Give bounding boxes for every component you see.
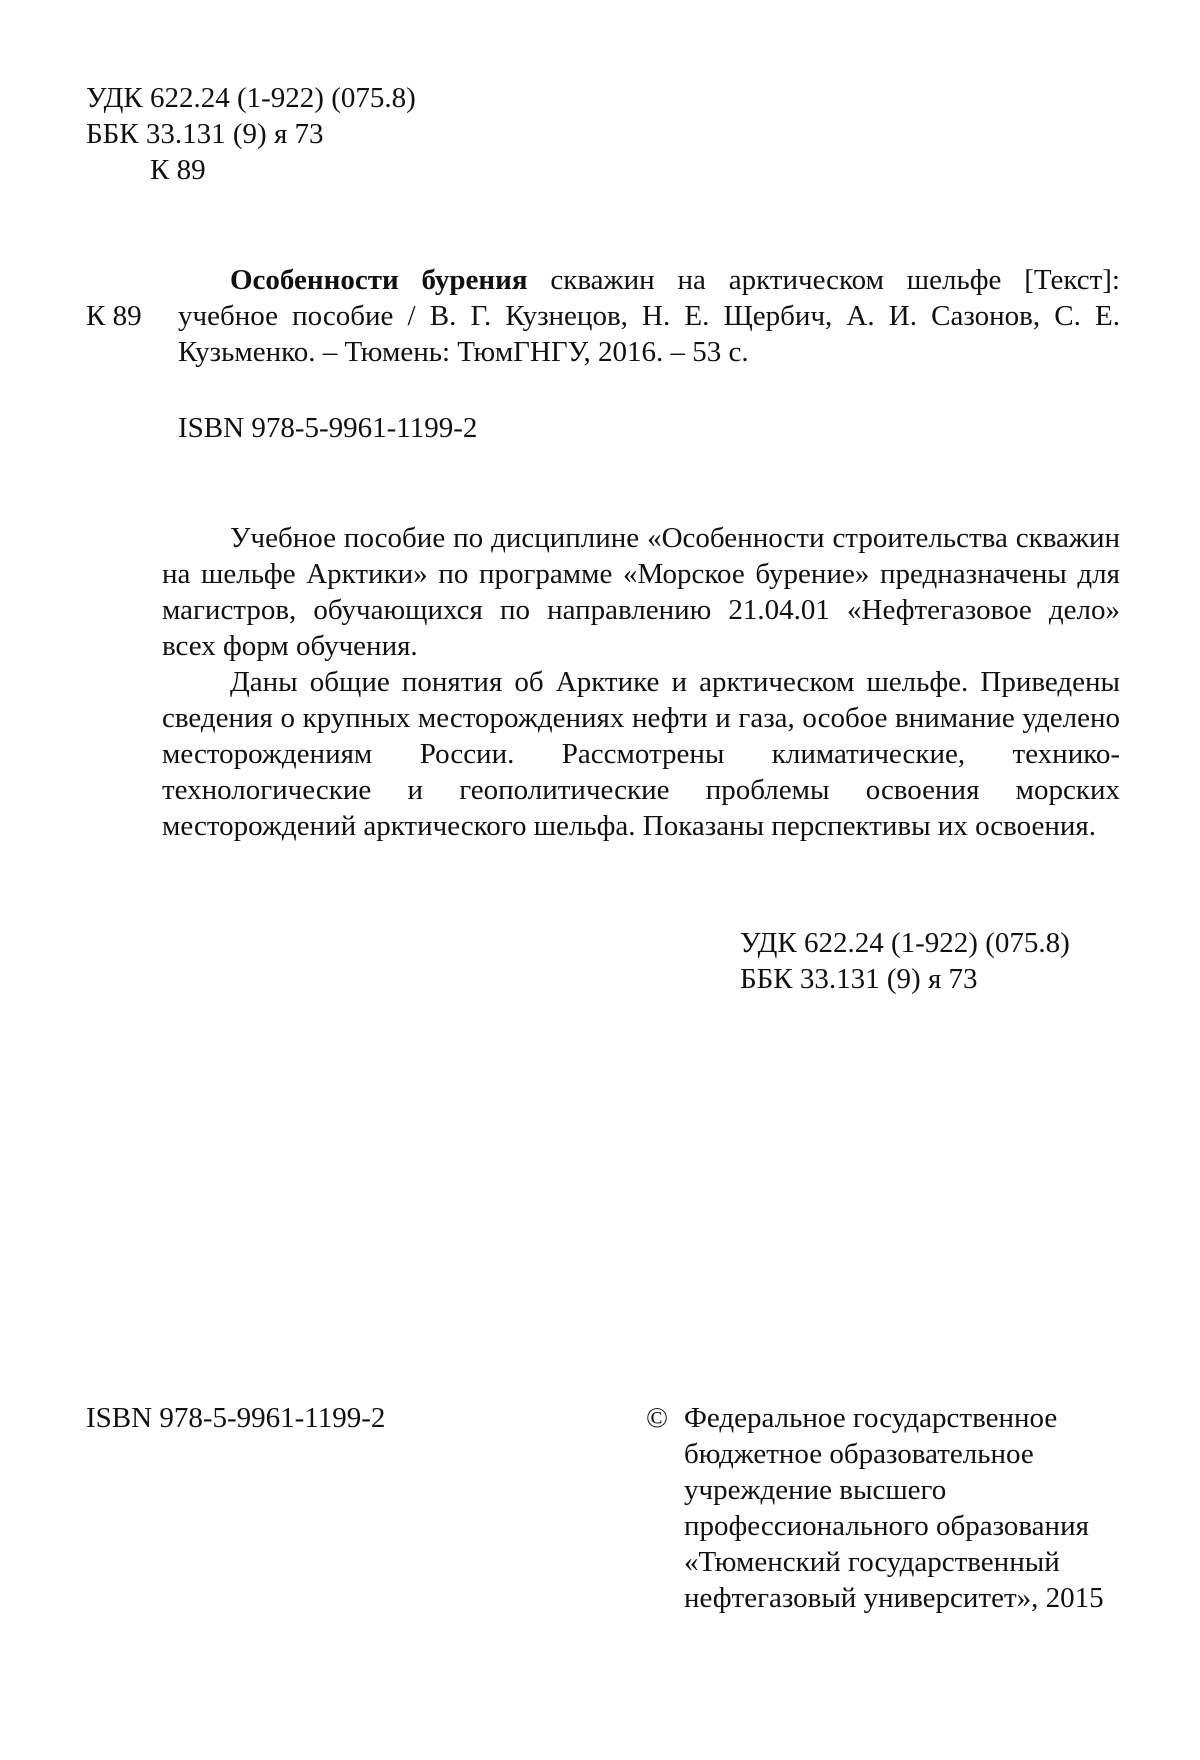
footer-udk-code: УДК 622.24 (1-922) (075.8) bbox=[740, 927, 1070, 959]
isbn-bottom: ISBN 978-5-9961-1199-2 bbox=[86, 1402, 386, 1434]
copyright-line: «Тюменский государственный bbox=[684, 1546, 1060, 1578]
copyright-icon: © bbox=[646, 1402, 669, 1434]
copyright-block bbox=[646, 1400, 1126, 1616]
copyright-line: нефтегазовый университет», 2015 bbox=[684, 1582, 1104, 1614]
abstract-paragraph-2: Даны общие понятия об Арктике и арктическом шельфе. Приведены сведения о крупных месторождениях нефти и газа, особое внимание уделено месторождениям России. Рассмотрены климатические, технико-технологические и геополитические проблемы освоения морских месторождений арктического шельфа. Показаны перспективы их освоения. bbox=[162, 666, 1120, 842]
record-author-mark: К 89 bbox=[86, 300, 142, 332]
copyright-line: профессионального образования bbox=[684, 1510, 1089, 1542]
copyright-line: Федеральное государственное bbox=[684, 1402, 1058, 1434]
isbn-main: ISBN 978-5-9961-1199-2 bbox=[178, 412, 478, 444]
udk-code: УДК 622.24 (1-922) (075.8) bbox=[86, 82, 416, 114]
author-mark: К 89 bbox=[150, 154, 206, 186]
bbk-code: ББК 33.131 (9) я 73 bbox=[86, 118, 324, 150]
copyright-line: бюджетное образовательное bbox=[684, 1438, 1034, 1470]
footer-bbk-code: ББК 33.131 (9) я 73 bbox=[740, 963, 978, 995]
footer-classification-codes bbox=[740, 925, 1070, 997]
copyright-holder bbox=[684, 1400, 1126, 1616]
record-title-rest: скважин на арктическом шельфе [Текст]: учебное пособие / В. Г. Кузнецов, Н. Е. Щербич, А. И. Сазонов, С. Е. Кузьменко. – Тюмень: ТюмГНГУ, 2016. – 53 с. bbox=[178, 264, 1120, 368]
record-text bbox=[178, 262, 1120, 370]
abstract-paragraph-1: Учебное пособие по дисциплине «Особенности строительства скважин на шельфе Арктики» по программе «Морское бурение» предназначены для магистров, обучающихся по направлению 21.04.01 «Нефтегазовое дело» всех форм обучения. bbox=[162, 522, 1120, 662]
header-classification-codes bbox=[86, 80, 416, 188]
record-title-bold: Особенности бурения bbox=[230, 264, 528, 296]
abstract bbox=[162, 520, 1120, 844]
copyright-line: учреждение высшего bbox=[684, 1474, 947, 1506]
bibliographic-record bbox=[86, 262, 1120, 370]
